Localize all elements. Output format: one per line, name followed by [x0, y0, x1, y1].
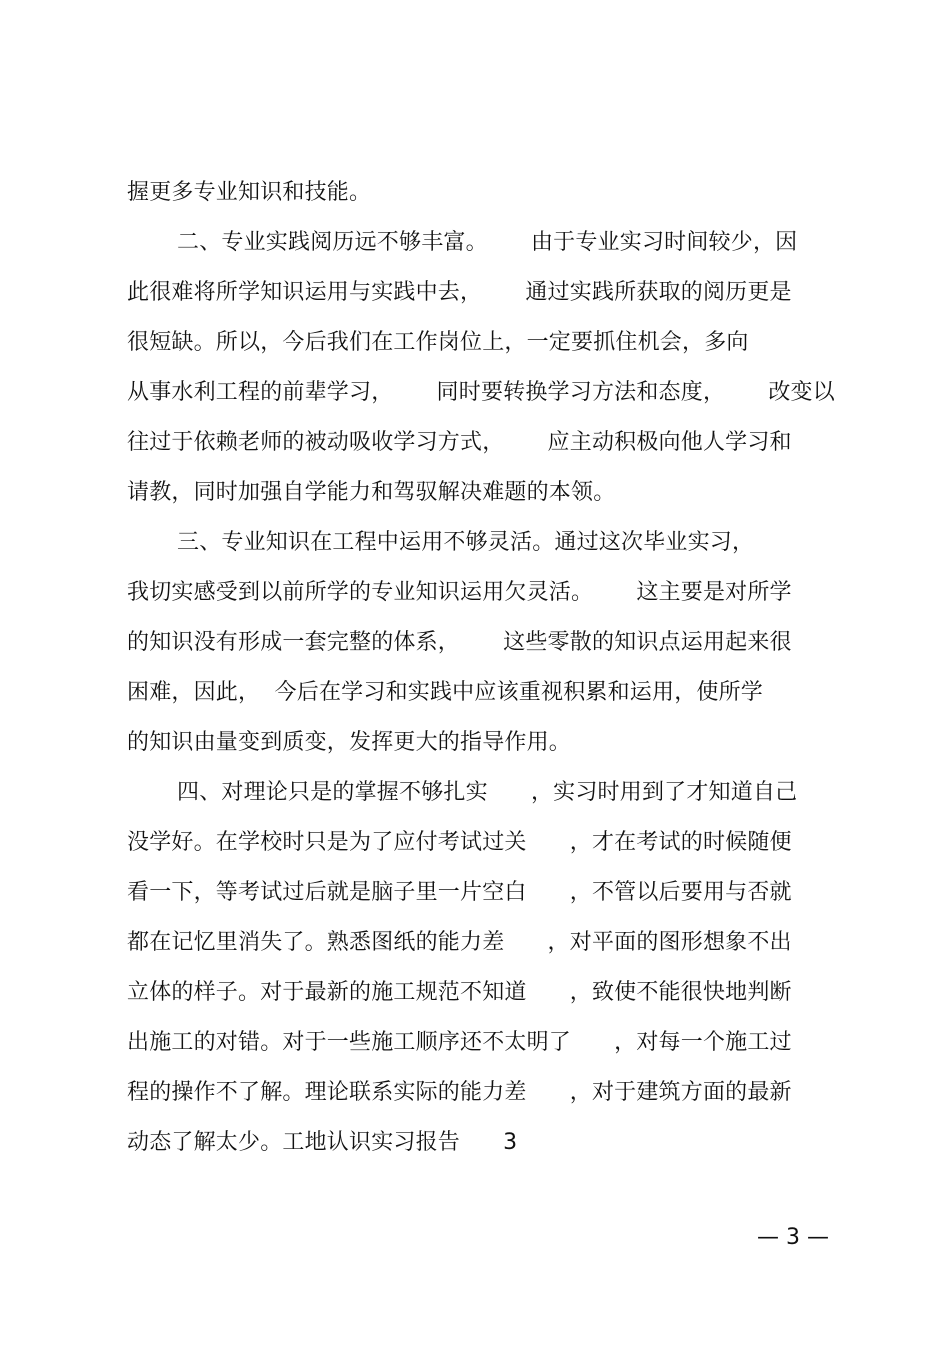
paragraph-line: 的知识由量变到质变，发挥更大的指导作用。	[127, 730, 572, 755]
paragraph-line: 没学好。在学校时只是为了应付考试过关 ，才在考试的时候随便	[127, 830, 792, 855]
paragraph-line: 握更多专业知识和技能。	[127, 180, 372, 205]
paragraph-line: 立体的样子。对于最新的施工规范不知道 ，致使不能很快地判断	[127, 980, 792, 1005]
paragraph-line: 我切实感受到以前所学的专业知识运用欠灵活。 这主要是对所学	[127, 580, 792, 605]
paragraph-line: 看一下，等考试过后就是脑子里一片空白 ，不管以后要用与否就	[127, 880, 792, 905]
paragraph-line: 二、专业实践阅历远不够丰富。 由于专业实习时间较少，因	[177, 230, 798, 255]
paragraph-line: 从事水利工程的前辈学习， 同时要转换学习方法和态度， 改变以	[127, 380, 835, 405]
page-number: — 3 —	[757, 1225, 829, 1250]
paragraph-line: 困难，因此， 今后在学习和实践中应该重视积累和运用，使所学	[127, 680, 763, 705]
paragraph-line: 四、对理论只是的掌握不够扎实 ，实习时用到了才知道自己	[177, 780, 798, 805]
paragraph-line: 请教，同时加强自学能力和驾驭解决难题的本领。	[127, 480, 616, 505]
paragraph-line: 程的操作不了解。理论联系实际的能力差 ，对于建筑方面的最新	[127, 1080, 792, 1105]
paragraph-line: 此很难将所学知识运用与实践中去， 通过实践所获取的阅历更是	[127, 280, 792, 305]
paragraph-line: 三、专业知识在工程中运用不够灵活。通过这次毕业实习，	[177, 530, 755, 555]
paragraph-line: 往过于依赖老师的被动吸收学习方式， 应主动积极向他人学习和	[127, 430, 792, 455]
paragraph-line: 很短缺。所以，今后我们在工作岗位上，一定要抓住机会，多向	[127, 330, 749, 355]
paragraph-line: 出施工的对错。对于一些施工顺序还不太明了 ，对每一个施工过	[127, 1030, 792, 1055]
paragraph-line: 的知识没有形成一套完整的体系， 这些零散的知识点运用起来很	[127, 630, 792, 655]
paragraph-line: 动态了解太少。工地认识实习报告 3	[127, 1130, 518, 1155]
paragraph-line: 都在记忆里消失了。熟悉图纸的能力差 ，对平面的图形想象不出	[127, 930, 792, 955]
